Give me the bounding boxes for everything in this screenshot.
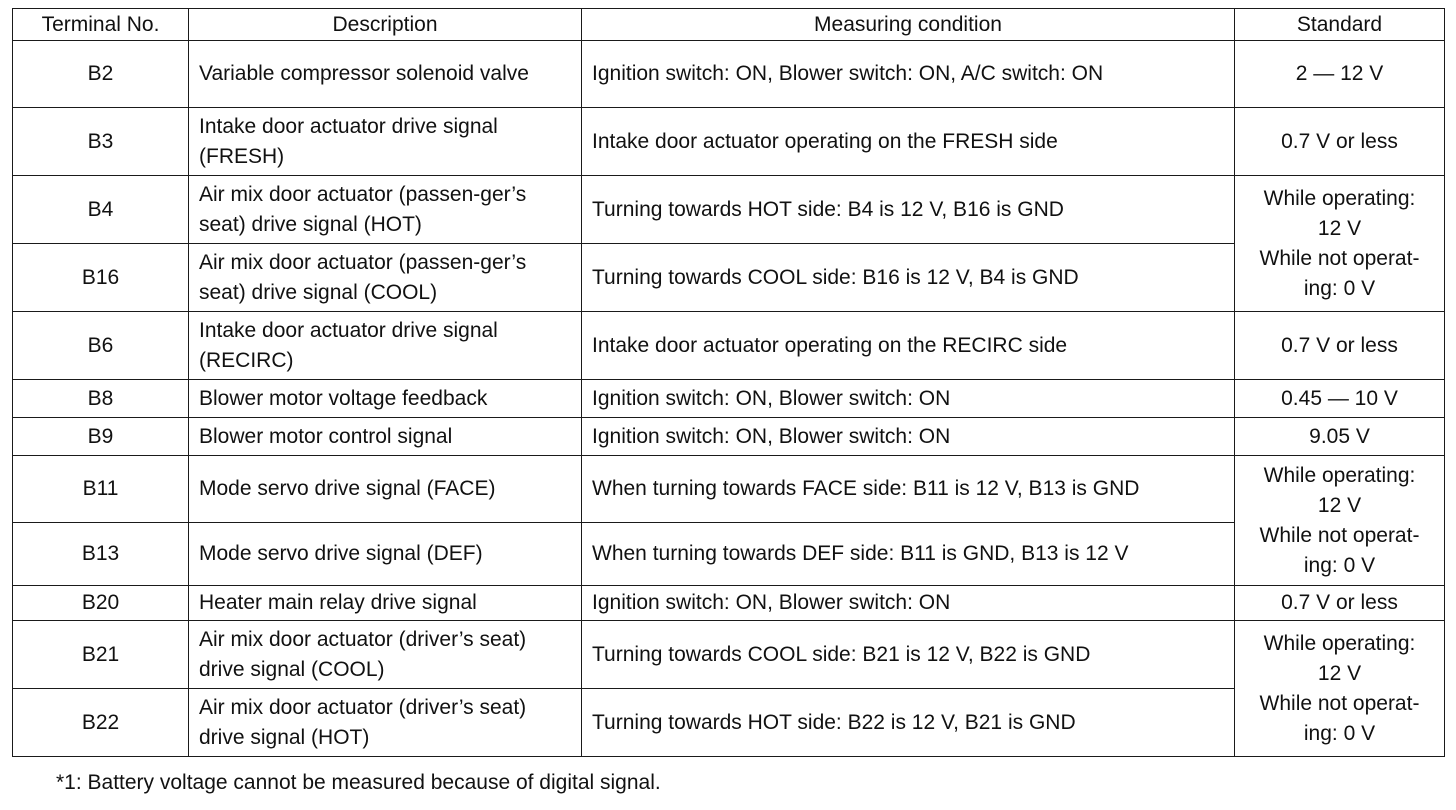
standard-line: ing: 0 V bbox=[1303, 553, 1376, 577]
standard-line: While operating: bbox=[1263, 186, 1416, 210]
standard-line: While not operat- bbox=[1259, 691, 1420, 715]
standard-line: ing: 0 V bbox=[1303, 276, 1376, 300]
description-cell: Heater main relay drive signal bbox=[189, 586, 582, 621]
standard-line: While not operat- bbox=[1259, 523, 1420, 547]
condition-cell: When turning towards DEF side: B11 is GND, B13 is 12 V bbox=[582, 523, 1235, 586]
header-terminal: Terminal No. bbox=[13, 9, 189, 41]
standard-cell: 0.7 V or less bbox=[1235, 108, 1445, 176]
condition-cell: Turning towards COOL side: B21 is 12 V, B22 is GND bbox=[582, 621, 1235, 689]
terminal-cell: B4 bbox=[13, 176, 189, 244]
description-cell: Air mix door actuator (passen-ger’s seat) drive signal (HOT) bbox=[189, 176, 582, 244]
header-description: Description bbox=[189, 9, 582, 41]
table-row bbox=[13, 108, 1445, 176]
table-row bbox=[13, 523, 1445, 586]
table-row bbox=[13, 176, 1445, 244]
standard-line: 12 V bbox=[1317, 661, 1362, 685]
standard-cell bbox=[1235, 456, 1445, 586]
description-cell: Air mix door actuator (driver’s seat) drive signal (HOT) bbox=[189, 689, 582, 757]
condition-cell: Intake door actuator operating on the FRESH side bbox=[582, 108, 1235, 176]
description-cell: Blower motor voltage feedback bbox=[189, 380, 582, 418]
standard-cell bbox=[1235, 621, 1445, 757]
header-standard: Standard bbox=[1235, 9, 1445, 41]
table-row bbox=[13, 41, 1445, 108]
condition-cell: Ignition switch: ON, Blower switch: ON, A/C switch: ON bbox=[582, 41, 1235, 108]
description-cell: Mode servo drive signal (FACE) bbox=[189, 456, 582, 523]
description-cell: Blower motor control signal bbox=[189, 418, 582, 456]
standard-cell: 0.45 — 10 V bbox=[1235, 380, 1445, 418]
standard-cell: 2 — 12 V bbox=[1235, 41, 1445, 108]
standard-line: While operating: bbox=[1263, 463, 1416, 487]
table-row bbox=[13, 586, 1445, 621]
standard-cell: 0.7 V or less bbox=[1235, 312, 1445, 380]
table-row bbox=[13, 244, 1445, 312]
terminal-spec-table bbox=[12, 8, 1445, 757]
standard-cell: 0.7 V or less bbox=[1235, 586, 1445, 621]
condition-cell: Intake door actuator operating on the RECIRC side bbox=[582, 312, 1235, 380]
table-row bbox=[13, 380, 1445, 418]
standard-cell: 9.05 V bbox=[1235, 418, 1445, 456]
description-cell: Variable compressor solenoid valve bbox=[189, 41, 582, 108]
table-row bbox=[13, 418, 1445, 456]
terminal-cell: B6 bbox=[13, 312, 189, 380]
terminal-cell: B3 bbox=[13, 108, 189, 176]
terminal-cell: B22 bbox=[13, 689, 189, 757]
standard-line: While operating: bbox=[1263, 631, 1416, 655]
standard-line: 12 V bbox=[1317, 216, 1362, 240]
terminal-cell: B2 bbox=[13, 41, 189, 108]
table-row bbox=[13, 621, 1445, 689]
standard-line: While not operat- bbox=[1259, 246, 1420, 270]
terminal-cell: B8 bbox=[13, 380, 189, 418]
table-row bbox=[13, 689, 1445, 757]
description-cell: Air mix door actuator (driver’s seat) drive signal (COOL) bbox=[189, 621, 582, 689]
standard-line: ing: 0 V bbox=[1303, 721, 1376, 745]
standard-cell bbox=[1235, 176, 1445, 312]
terminal-cell: B11 bbox=[13, 456, 189, 523]
condition-cell: Turning towards COOL side: B16 is 12 V, B4 is GND bbox=[582, 244, 1235, 312]
condition-cell: Ignition switch: ON, Blower switch: ON bbox=[582, 380, 1235, 418]
table-row bbox=[13, 312, 1445, 380]
description-cell: Mode servo drive signal (DEF) bbox=[189, 523, 582, 586]
terminal-cell: B16 bbox=[13, 244, 189, 312]
description-cell: Intake door actuator drive signal (FRESH) bbox=[189, 108, 582, 176]
header-condition: Measuring condition bbox=[582, 9, 1235, 41]
condition-cell: When turning towards FACE side: B11 is 12 V, B13 is GND bbox=[582, 456, 1235, 523]
terminal-cell: B9 bbox=[13, 418, 189, 456]
description-cell: Intake door actuator drive signal (RECIRC) bbox=[189, 312, 582, 380]
terminal-cell: B21 bbox=[13, 621, 189, 689]
condition-cell: Ignition switch: ON, Blower switch: ON bbox=[582, 586, 1235, 621]
condition-cell: Turning towards HOT side: B22 is 12 V, B21 is GND bbox=[582, 689, 1235, 757]
description-cell: Air mix door actuator (passen-ger’s seat) drive signal (COOL) bbox=[189, 244, 582, 312]
condition-cell: Turning towards HOT side: B4 is 12 V, B16 is GND bbox=[582, 176, 1235, 244]
footnote: *1: Battery voltage cannot be measured because of digital signal. bbox=[56, 771, 661, 794]
header-row bbox=[13, 9, 1445, 41]
table-row bbox=[13, 456, 1445, 523]
standard-line: 12 V bbox=[1317, 493, 1362, 517]
terminal-cell: B20 bbox=[13, 586, 189, 621]
condition-cell: Ignition switch: ON, Blower switch: ON bbox=[582, 418, 1235, 456]
terminal-cell: B13 bbox=[13, 523, 189, 586]
